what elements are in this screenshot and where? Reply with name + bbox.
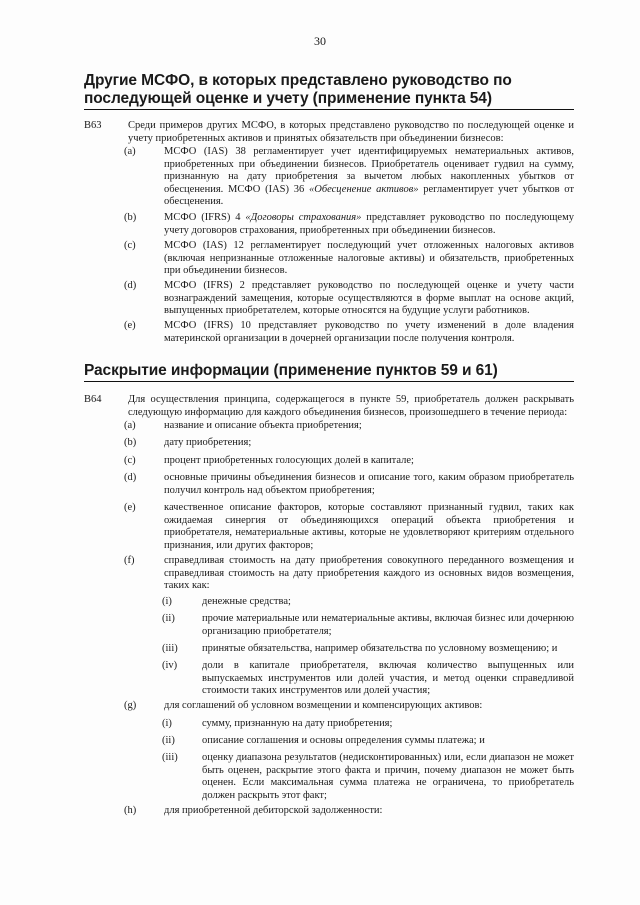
paragraph-number-b64: B64 [84, 394, 102, 405]
list-item-b64-f: справедливая стоимость на дату приобретения совокупного переданного возмещения и справедливая стоимость на дату приобретения каждого из основных видов возмещения, таких как: [164, 555, 574, 591]
item-label: (a) [124, 420, 136, 431]
item-label: (d) [124, 280, 137, 291]
item-label: (e) [124, 320, 136, 331]
list-item-b64-h: для приобретенной дебиторской задолженности: [164, 805, 383, 816]
subitem-label: (ii) [162, 735, 175, 746]
item-label: (h) [124, 805, 137, 816]
list-item-b63-e: МСФО (IFRS) 10 представляет руководство по учету изменений в доле владения материнской организации в дочерней организации после получения контроля. [164, 320, 574, 344]
subitem-label: (iii) [162, 643, 178, 654]
list-item-b64-c: процент приобретенных голосующих долей в капитале; [164, 455, 414, 466]
list-item-b64-d: основные причины объединения бизнесов и описание того, каким образом приобретатель получил контроль над объектом приобретения; [164, 472, 574, 496]
paragraph-number-b63: B63 [84, 120, 102, 131]
subitem-label: (iv) [162, 660, 178, 671]
sub-item-f-i: денежные средства; [202, 596, 291, 607]
sub-item-g-i: сумму, признанную на дату приобретения; [202, 718, 393, 729]
subitem-label: (i) [162, 596, 172, 607]
list-item-b63-a: МСФО (IAS) 38 регламентирует учет идентифицируемых нематериальных активов, приобретенных при объединении бизнесов. Приобретатель оценивает гудвил на сумму, признанную на дату приобретения за вычетом любых накопленных убытков от обесценения. МСФО (IAS) 36 «Обесценение активов» регламентирует учет убытков от обесценения. [164, 146, 574, 207]
item-label: (g) [124, 700, 137, 711]
sub-item-f-iii: принятые обязательства, например обязательства по условному возмещению; и [202, 643, 558, 654]
sub-item-f-iv: доли в капитале приобретателя, включая количество выпущенных или выпускаемых инструментов или долей участия, и метод оценки справедливой стоимости таких инструментов или долей участия; [202, 660, 574, 696]
item-label: (f) [124, 555, 135, 566]
item-label: (b) [124, 437, 137, 448]
list-item-b63-b: МСФО (IFRS) 4 «Договоры страхования» представляет руководство по последующему учету договоров страхования, приобретенных при объединении бизнесов. [164, 212, 574, 236]
sub-item-g-ii: описание соглашения и основы определения суммы платежа; и [202, 735, 485, 746]
list-item-b63-d: МСФО (IFRS) 2 представляет руководство по последующей оценке и учету части вознаграждений замещения, которые осуществляются в форме выплат на основе акций, выпущенных приобретателем, которые относятся на будущие услуги работников. [164, 280, 574, 316]
sub-item-g-iii: оценку диапазона результатов (недисконтированных) или, если диапазон не может быть оценен, раскрытие этого факта и причин, почему диапазон не может быть оценен. Если максимальная сумма платежа не ограничена, то приобретатель должен раскрыть этот факт; [202, 752, 574, 801]
item-label: (c) [124, 455, 136, 466]
list-item-b64-e: качественное описание факторов, которые составляют признанный гудвил, таких как ожидаемая синергия от объединяющихся операций объекта приобретения и приобретателя, нематериальные активы, которые не удовлетворяют критериям отдельного признания, или других факторов; [164, 502, 574, 551]
item-label: (c) [124, 240, 136, 251]
item-label: (a) [124, 146, 136, 157]
list-item-b64-a: название и описание объекта приобретения; [164, 420, 362, 431]
page-number: 30 [314, 34, 326, 48]
list-item-b64-b: дату приобретения; [164, 437, 252, 448]
section-heading-disclosures: Раскрытие информации (применение пунктов 59 и 61) [84, 362, 574, 382]
paragraph-b63-intro: Среди примеров других МСФО, в которых представлено руководство по последующей оценке и учету приобретенных активов и принятых обязательств при объединении бизнесов: [128, 120, 574, 144]
item-label: (b) [124, 212, 137, 223]
item-label: (d) [124, 472, 137, 483]
list-item-b64-g: для соглашений об условном возмещении и компенсирующих активов: [164, 700, 483, 711]
section-heading-subsequent-measurement: Другие МСФО, в которых представлено руководство по последующей оценке и учету (применение пункта 54) [84, 72, 574, 110]
subitem-label: (ii) [162, 613, 175, 624]
paragraph-b64-intro: Для осуществления принципа, содержащегося в пункте 59, приобретатель должен раскрывать следующую информацию для каждого объединения бизнесов, произошедшего в течение периода: [128, 394, 574, 418]
subitem-label: (iii) [162, 752, 178, 763]
sub-item-f-ii: прочие материальные или нематериальные активы, включая бизнес или дочернюю организацию приобретателя; [202, 613, 574, 637]
subitem-label: (i) [162, 718, 172, 729]
list-item-b63-c: МСФО (IAS) 12 регламентирует последующий учет отложенных налоговых активов (включая непризнанные отложенные налоговые активы) и обязательств, приобретенных при объединении бизнесов. [164, 240, 574, 276]
item-label: (e) [124, 502, 136, 513]
